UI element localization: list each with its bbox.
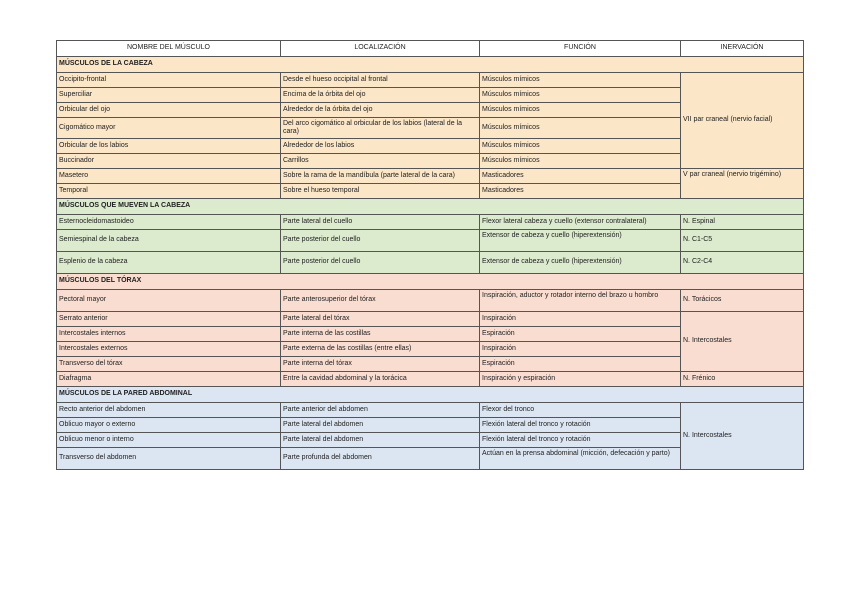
muscle-function: Masticadores	[480, 169, 681, 184]
table-row	[57, 169, 804, 184]
muscle-location: Sobre el hueso temporal	[281, 184, 480, 199]
header-location: LOCALIZACIÓN	[281, 41, 480, 57]
header-function: FUNCIÓN	[480, 41, 681, 57]
muscle-function: Músculos mímicos	[480, 88, 681, 103]
muscle-innervation: N. Espinal	[681, 215, 804, 230]
muscle-innervation: V par craneal (nervio trigémino)	[681, 169, 804, 199]
muscle-function: Masticadores	[480, 184, 681, 199]
muscle-function: Músculos mímicos	[480, 154, 681, 169]
table-row	[57, 312, 804, 327]
header-name: NOMBRE DEL MÚSCULO	[57, 41, 281, 57]
muscle-location: Parte profunda del abdomen	[281, 448, 480, 470]
muscle-name: Masetero	[57, 169, 281, 184]
muscle-location: Parte lateral del tórax	[281, 312, 480, 327]
muscle-location: Parte lateral del abdomen	[281, 433, 480, 448]
muscle-location: Entre la cavidad abdominal y la torácica	[281, 372, 480, 387]
table-row	[57, 290, 804, 312]
muscle-function: Flexión lateral del tronco y rotación	[480, 433, 681, 448]
muscle-location: Parte anterosuperior del tórax	[281, 290, 480, 312]
muscle-name: Superciliar	[57, 88, 281, 103]
muscle-function: Extensor de cabeza y cuello (hiperextensión)	[480, 252, 681, 274]
muscle-name: Occipito-frontal	[57, 73, 281, 88]
muscle-innervation: N. Torácicos	[681, 290, 804, 312]
section-title: MÚSCULOS DEL TÓRAX	[57, 274, 804, 290]
muscle-function: Inspiración y espiración	[480, 372, 681, 387]
muscle-name: Transverso del abdomen	[57, 448, 281, 470]
muscle-location: Parte interna de las costillas	[281, 327, 480, 342]
header-innervation: INERVACIÓN	[681, 41, 804, 57]
muscle-name: Semiespinal de la cabeza	[57, 230, 281, 252]
header-row	[57, 41, 804, 57]
muscle-name: Temporal	[57, 184, 281, 199]
muscle-function: Inspiración	[480, 342, 681, 357]
muscle-function: Músculos mímicos	[480, 73, 681, 88]
muscle-function: Músculos mímicos	[480, 118, 681, 139]
muscle-location: Parte posterior del cuello	[281, 230, 480, 252]
muscle-table	[56, 40, 804, 470]
section-header	[57, 57, 804, 73]
muscle-name: Intercostales internos	[57, 327, 281, 342]
muscle-name: Transverso del tórax	[57, 357, 281, 372]
muscle-location: Parte externa de las costillas (entre ellas)	[281, 342, 480, 357]
muscle-name: Oblicuo menor o interno	[57, 433, 281, 448]
muscle-name: Esternocleidomastoideo	[57, 215, 281, 230]
muscle-function: Músculos mímicos	[480, 103, 681, 118]
muscle-function: Flexor lateral cabeza y cuello (extensor contralateral)	[480, 215, 681, 230]
muscle-innervation: VII par craneal (nervio facial)	[681, 73, 804, 169]
muscle-location: Parte posterior del cuello	[281, 252, 480, 274]
muscle-location: Desde el hueso occipital al frontal	[281, 73, 480, 88]
table-row	[57, 372, 804, 387]
muscle-location: Del arco cigomático al orbicular de los labios (lateral de la cara)	[281, 118, 480, 139]
muscle-location: Parte lateral del abdomen	[281, 418, 480, 433]
muscle-name: Recto anterior del abdomen	[57, 403, 281, 418]
muscle-function: Músculos mímicos	[480, 139, 681, 154]
table-row	[57, 230, 804, 252]
table-row	[57, 73, 804, 88]
table-row	[57, 215, 804, 230]
muscle-function: Flexor del tronco	[480, 403, 681, 418]
table-row	[57, 252, 804, 274]
table-row	[57, 403, 804, 418]
muscle-innervation: N. C1-C5	[681, 230, 804, 252]
muscle-function: Actúan en la prensa abdominal (micción, defecación y parto)	[480, 448, 681, 470]
muscle-location: Parte anterior del abdomen	[281, 403, 480, 418]
muscle-name: Cigomático mayor	[57, 118, 281, 139]
muscle-name: Orbicular de los labios	[57, 139, 281, 154]
muscle-location: Parte interna del tórax	[281, 357, 480, 372]
muscle-location: Parte lateral del cuello	[281, 215, 480, 230]
muscle-innervation: N. Frénico	[681, 372, 804, 387]
muscle-location: Alrededor de los labios	[281, 139, 480, 154]
muscle-innervation: N. Intercostales	[681, 312, 804, 372]
muscle-function: Inspiración, aductor y rotador interno del brazo u hombro	[480, 290, 681, 312]
muscle-function: Espiración	[480, 357, 681, 372]
muscle-function: Extensor de cabeza y cuello (hiperextensión)	[480, 230, 681, 252]
muscle-name: Buccinador	[57, 154, 281, 169]
muscle-function: Espiración	[480, 327, 681, 342]
section-title: MÚSCULOS DE LA CABEZA	[57, 57, 804, 73]
muscle-location: Alrededor de la órbita del ojo	[281, 103, 480, 118]
muscle-innervation: N. Intercostales	[681, 403, 804, 470]
muscle-location: Carrillos	[281, 154, 480, 169]
muscle-name: Esplenio de la cabeza	[57, 252, 281, 274]
section-title: MÚSCULOS QUE MUEVEN LA CABEZA	[57, 199, 804, 215]
muscle-location: Encima de la órbita del ojo	[281, 88, 480, 103]
muscle-function: Inspiración	[480, 312, 681, 327]
muscle-name: Orbicular del ojo	[57, 103, 281, 118]
section-header	[57, 274, 804, 290]
section-header	[57, 387, 804, 403]
muscle-name: Serrato anterior	[57, 312, 281, 327]
muscle-innervation: N. C2-C4	[681, 252, 804, 274]
muscle-name: Intercostales externos	[57, 342, 281, 357]
muscle-name: Pectoral mayor	[57, 290, 281, 312]
section-title: MÚSCULOS DE LA PARED ABDOMINAL	[57, 387, 804, 403]
muscle-name: Diafragma	[57, 372, 281, 387]
section-header	[57, 199, 804, 215]
muscle-location: Sobre la rama de la mandíbula (parte lateral de la cara)	[281, 169, 480, 184]
muscle-function: Flexión lateral del tronco y rotación	[480, 418, 681, 433]
muscle-name: Oblicuo mayor o externo	[57, 418, 281, 433]
